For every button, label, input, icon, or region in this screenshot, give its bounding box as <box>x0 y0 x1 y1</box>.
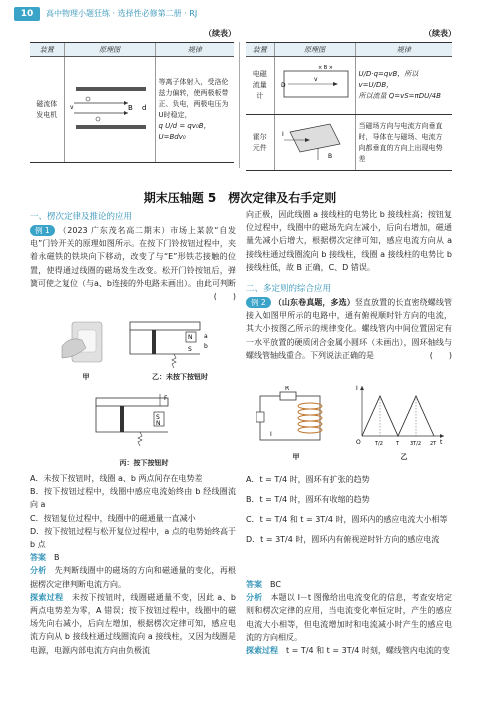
column-divider <box>239 42 240 168</box>
fig-caption-yi2: 乙 <box>400 453 408 461</box>
page-header <box>0 0 480 24</box>
section-title: 期末压轴题 5 楞次定律及右手定则 <box>143 191 337 205</box>
example2 <box>246 296 452 362</box>
svg-text:S: S <box>188 346 192 353</box>
process-line <box>30 591 236 657</box>
rule-formula: 所以流量 Q=vS=πDU/4B <box>358 92 441 100</box>
svg-text:b: b <box>204 343 208 350</box>
svg-text:B: B <box>127 103 133 112</box>
option-c: C．t = T/4 和 t = 3T/4 时，圆环内的感应电流大小相等 <box>246 515 448 524</box>
table-left <box>30 42 234 163</box>
answer-label: 答案 <box>30 553 46 563</box>
col-header: 装置 <box>246 43 274 57</box>
option-a: A．t = T/4 时，圆环有扩张的趋势 <box>246 475 370 484</box>
fig-caption-yi: 乙：未按下按钮时 <box>152 373 208 381</box>
diagram-cell <box>274 115 355 171</box>
svg-text:N: N <box>156 420 161 427</box>
svg-text:N: N <box>188 334 193 341</box>
option-b: B．t = T/4 时，圆环有收缩的趋势 <box>246 495 370 504</box>
process-text: 未按下按钮时，线圈磁通量不变，因此 a、b 两点电势差为零，A 错误；按下按钮过程中，线圈中的磁场先向右减小，后向左增加，根据楞次定律可知，感应电流方向从 b 接线柱通过线圈流向 a 接线柱，又因为线圈是电源，电源内部电流方向由负极流 <box>30 592 237 655</box>
col-header: 原理图 <box>64 43 155 57</box>
process-label: 探索过程 <box>246 646 278 656</box>
resistor-label: R <box>285 386 290 392</box>
tick-label: T/2 <box>375 441 383 447</box>
hall-element-diagram <box>278 118 352 164</box>
fig-caption-jia: 甲 <box>82 373 90 381</box>
part1-heading: 一、楞次定律及推论的应用 <box>30 212 133 222</box>
tick-label: T <box>396 441 400 447</box>
option-a: A．未按下按钮时，线圈 a、b 两点间存在电势差 <box>30 474 203 483</box>
axis-t-label: t <box>440 439 443 446</box>
option-d: D．t = 3T/4 时，圆环内有俯视逆时针方向的感应电流 <box>246 535 440 544</box>
analysis-line <box>30 564 236 590</box>
current-waveform <box>362 396 434 436</box>
col-header: 原理图 <box>274 43 355 57</box>
answer-paren: ( ) <box>429 350 452 360</box>
rule-cell <box>155 57 234 163</box>
device-cell <box>246 115 274 171</box>
continued-label-right: （续表） <box>424 29 456 38</box>
svg-text:I: I <box>281 130 284 138</box>
analysis-line <box>246 591 452 644</box>
tick-label: 2T <box>430 441 437 447</box>
col-header: 规律 <box>355 43 452 57</box>
doorbell-diagram-released <box>124 318 224 370</box>
svg-text:D: D <box>280 81 286 89</box>
option-d: D．按下按钮过程与松开复位过程中，a 点的电势始终高于 b 点 <box>30 526 236 550</box>
analysis-label: 分析 <box>30 566 47 576</box>
example1-options <box>30 472 236 657</box>
process-text: t = T/4 和 t = 3T/4 时刻，螺线管内电流的变 <box>286 646 450 656</box>
page-number: 10 <box>14 7 40 21</box>
process-line <box>246 644 452 657</box>
doorbell-diagram-pressed <box>90 392 190 454</box>
example1 <box>30 224 236 303</box>
svg-text:v: v <box>69 103 74 111</box>
rule-text: 当磁场方向与电流方向垂直时，导体在与磁场、电流方向都垂直的方向上出现电势差 <box>358 121 443 163</box>
device-cell <box>30 57 64 163</box>
example-badge: 例 2 <box>246 297 271 308</box>
mhd-generator-diagram <box>68 73 152 143</box>
device-name: 磁流体发电机 <box>36 99 58 119</box>
rule-cell <box>355 115 452 171</box>
col-header: 规律 <box>155 43 234 57</box>
svg-text:S: S <box>156 414 160 421</box>
example1-continuation: 向正极，因此线圈 a 接线柱的电势比 b 接线柱高；按钮复位过程中，线圈中的磁场先向左减小，后向右增加，磁通量先减小后增大，根据楞次定律可知，感应电流方向从 a 接线柱通过线圈流向 b 接线柱，线圈 a 接线柱的电势比 b 接线柱低，故 B 正确，C、D 错误。 <box>246 210 452 272</box>
example1-text: （2023 广东茂名高二期末）市场上某款“自发电”门铃开关的原理如图所示。在按下门铃按钮过程中，夹着永磁铁的铁块向下移动，改变了与“E”形铁芯接触的位置，使得通过线圈的磁场发生改变。松开门铃按钮后，弹簧可使之复位（与a、b连接的外电路未画出）。由此可判断 <box>30 226 236 288</box>
answer-line <box>30 551 236 564</box>
rule-formula: q U/d = qv₀B，U=Bdv₀ <box>158 121 211 141</box>
process-label: 探索过程 <box>30 592 64 602</box>
rule-formula: U/D·q=qvB，所以 v=U/DB， <box>358 70 419 89</box>
example2-source: （山东卷真题，多选） <box>273 298 355 307</box>
rule-cell <box>355 57 452 115</box>
rule-text: 等离子体射入，受洛伦兹力偏转，使两极板带正、负电，两极电压为U时稳定， <box>158 77 229 119</box>
example2-text: 竖直放置的长直密绕螺线管接入如图甲所示的电路中，通有俯视顺时针方向的电流，其大小按图乙所示的规律变化。螺线管内中间位置固定有一水平放置的硬质闭合金属小圆环（未画出），圆环轴线与螺线管轴线重合。下列说法正确的是 <box>246 298 452 360</box>
answer-label: 答案 <box>246 580 262 589</box>
running-title: 高中物理小题狂练 · 选择性必修第二册 · RJ <box>46 9 198 18</box>
continued-label-left: （续表） <box>204 29 236 38</box>
fig-caption-bing: 丙：按下按钮时 <box>119 459 169 467</box>
svg-text:B: B <box>327 152 332 160</box>
analysis-text: 先判断线圈中的磁场的方向和磁通量的变化，再根据楞次定律判断电流方向。 <box>30 566 236 589</box>
diagram-cell <box>274 57 355 115</box>
svg-text:F: F <box>164 395 168 402</box>
tick-label: 3T/2 <box>410 441 422 447</box>
option-b: B．按下按钮过程中，线圈中感应电流始终由 b 经线圈流向 a <box>30 487 236 510</box>
svg-text:× B ×: × B × <box>317 64 333 71</box>
analysis-text: 本题以 I－t 图像给出电流变化的信息，考查安培定则和楞次定律的应用，当电流变化率恒定时，产生的感应电流大小相等，但电流增加时和电流减小时产生的感应电流的方向相反。 <box>246 593 453 642</box>
diagram-cell <box>64 57 155 163</box>
example2-solution <box>246 578 452 657</box>
axis-i-label: I <box>356 385 358 392</box>
part2-heading: 二、多定则的综合应用 <box>246 284 332 294</box>
svg-text:v: v <box>313 75 318 83</box>
current-label: I <box>270 431 272 438</box>
device-cell <box>246 57 274 115</box>
svg-text:d: d <box>141 103 146 112</box>
analysis-label: 分析 <box>246 593 263 603</box>
answer-line <box>246 578 452 591</box>
origin-label: O <box>356 439 361 446</box>
option-c: C．按钮复位过程中，线圈中的磁通量一直减小 <box>30 513 196 523</box>
example-badge: 例 1 <box>30 225 55 236</box>
answer-paren: ( ) <box>213 292 236 302</box>
col-header: 装置 <box>30 43 64 57</box>
solenoid-circuit-diagram <box>256 386 338 448</box>
current-time-graph <box>352 382 448 448</box>
answer-value: B <box>54 553 60 563</box>
doorbell-photo <box>60 318 112 366</box>
flowmeter-diagram <box>278 61 352 107</box>
table-right <box>246 42 452 171</box>
fig-caption-jia2: 甲 <box>292 453 300 461</box>
device-name: 电磁流量计 <box>252 70 267 100</box>
example2-options <box>246 470 452 550</box>
svg-text:a: a <box>204 333 208 340</box>
device-name: 霍尔元件 <box>252 132 267 152</box>
answer-value: BC <box>270 580 281 589</box>
